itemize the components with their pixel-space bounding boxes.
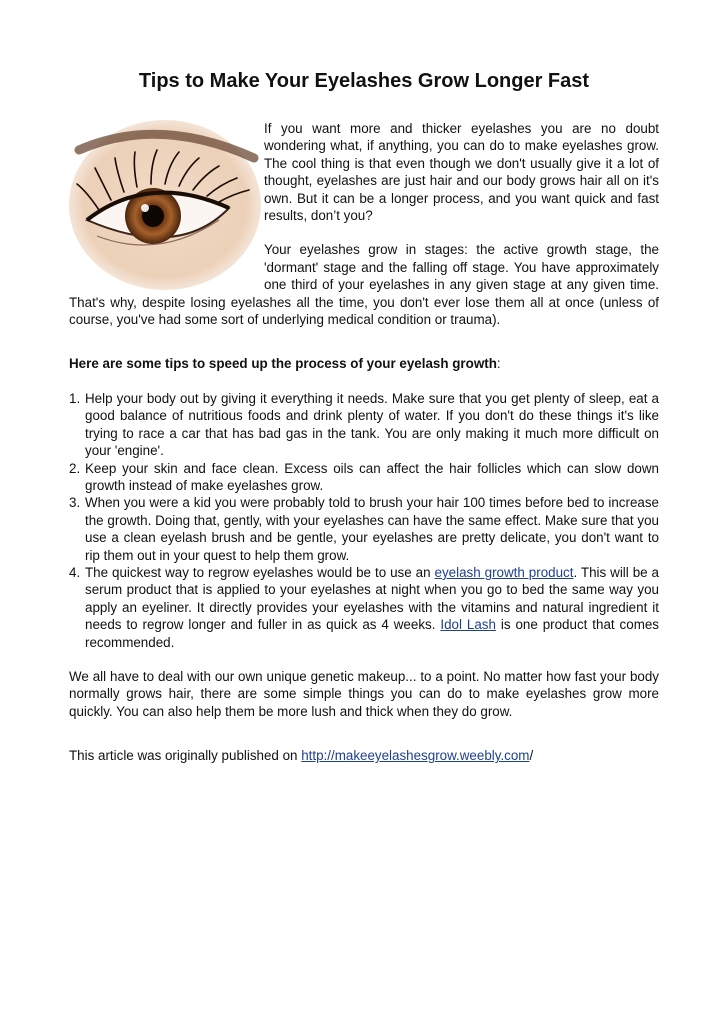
closing-paragraph: We all have to deal with our own unique genetic makeup... to a point. No matter how fast your body normally grows hair, there are some simple things you can do to make eyelashes grow more quickly. You can also help them be more lush and thick when they do grow. [69, 668, 659, 719]
list-item [69, 460, 659, 495]
tips-list [69, 390, 659, 651]
tips-heading [69, 355, 659, 372]
list-item-text: Help your body out by giving it everything it needs. Make sure that you get plenty of sleep, eat a good balance of nutritious foods and drink plenty of water. If you don't do these things it's like trying to race a car that has bad gas in the tank. You are only making it much more difficult on your 'engine'. [85, 390, 659, 459]
list-item [69, 390, 659, 460]
list-item-text: . This will be a serum product that is applied to your eyelashes at night when you go to bed the same way you apply an eyeliner. It directly provides your eyelashes with the vitamins and natural ingredient it needs to regrow longer and fuller in as quick as 4 weeks. [85, 564, 660, 633]
idol-lash-link[interactable]: Idol Lash [440, 617, 496, 633]
list-number: 3. [69, 495, 81, 511]
list-number: 2. [69, 460, 81, 476]
intro-paragraph-2: Your eyelashes grow in stages: the active growth stage, the 'dormant' stage and the falling off stage. You have approximately one third of your eyelashes in any given stage at any given time. That's why, despite losing eyelashes all the time, you don't ever lose them all at once (unless of course, you've had some sort of underlying medical condition or trauma). [69, 242, 659, 328]
page-title: Tips to Make Your Eyelashes Grow Longer Fast [138, 70, 590, 92]
source-prefix: This article was originally published on [69, 748, 302, 764]
list-item-text: is one product that comes recommended. [85, 617, 659, 650]
intro-paragraph-1: If you want more and thicker eyelashes you are no doubt wondering what, if anything, you can do to make eyelashes grow. The cool thing is that even though we don't usually give it a lot of thought, eyelashes are just hair and our body grows hair all on it's own. But it can be a longer process, and you want quick and fast results, don’t you? [264, 121, 659, 224]
list-item [69, 564, 660, 651]
list-item-text: When you were a kid you were probably told to brush your hair 100 times before bed to increase the growth. Doing that, gently, with your eyelashes can have the same effect. Make sure that you use a clean eyelash brush and be gentle, your eyelashes are pretty delicate, you don't want to rip them out in your quest to help them grow. [85, 495, 659, 563]
tips-heading-colon: : [496, 356, 501, 372]
source-link[interactable]: http://makeeyelashesgrow.weebly.com [301, 748, 530, 764]
source-suffix: / [529, 748, 534, 764]
eye-illustration [69, 120, 261, 290]
source-line [69, 747, 659, 764]
list-item-text: Keep your skin and face clean. Excess oils can affect the hair follicles which can slow down growth instead of make eyelashes grow. [85, 460, 659, 493]
list-item [69, 494, 659, 564]
eyelash-growth-product-link[interactable]: eyelash growth product [434, 564, 574, 580]
list-number: 1. [69, 390, 81, 406]
article-body [69, 120, 659, 765]
list-number: 4. [69, 564, 81, 580]
list-item-text: The quickest way to regrow eyelashes would be to use an [85, 564, 435, 580]
tips-heading-text: Here are some tips to speed up the process of your eyelash growth [69, 356, 497, 372]
